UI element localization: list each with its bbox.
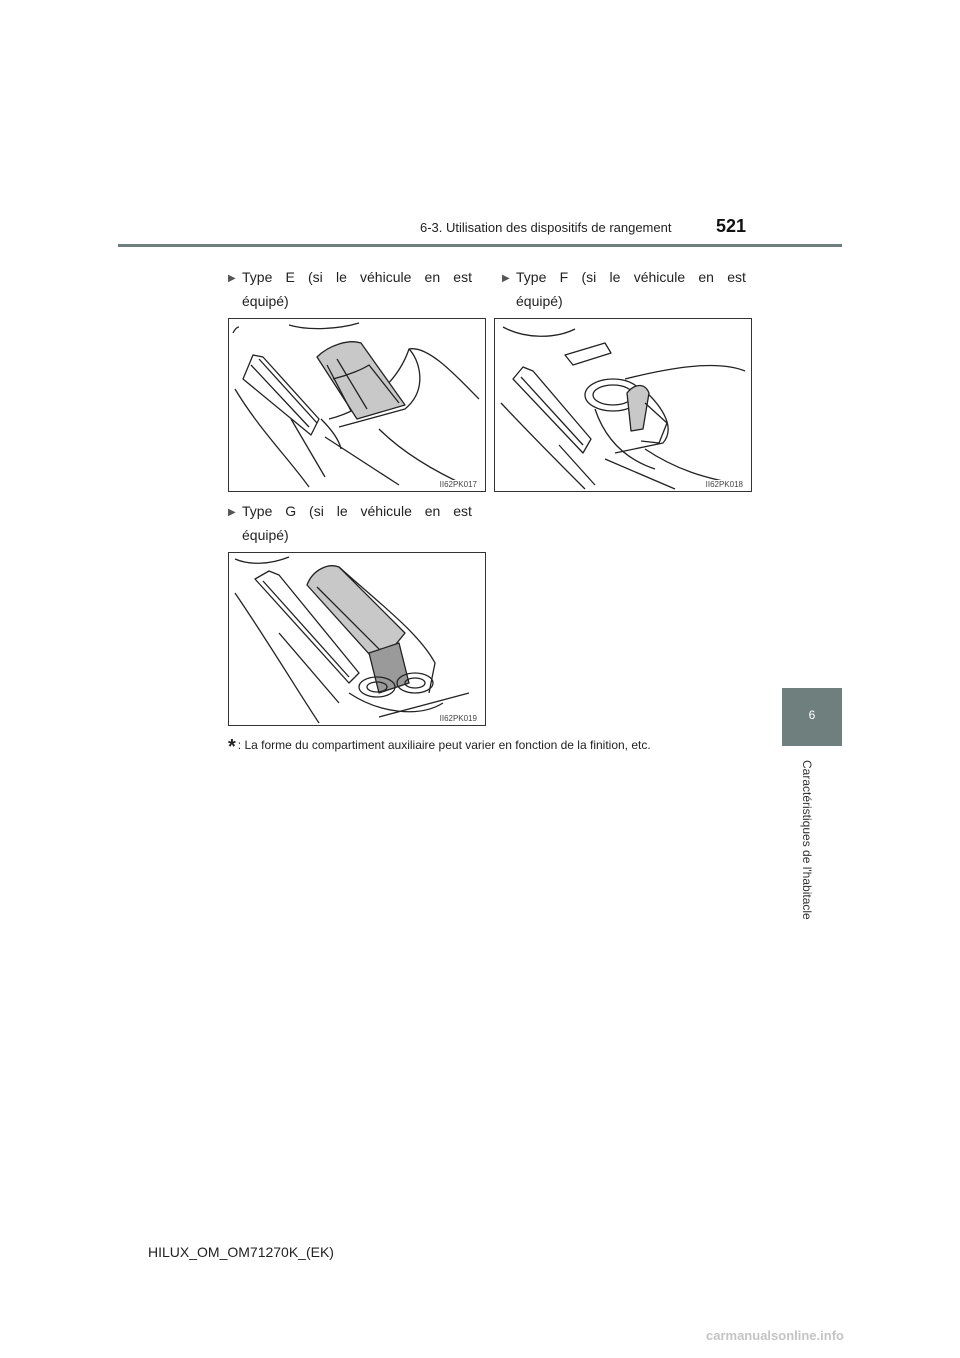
- caption-type-g: [228, 500, 472, 546]
- caption-word: véhicule: [360, 269, 412, 285]
- watermark: carmanualsonline.info: [706, 1328, 844, 1343]
- caption-line2: équipé): [242, 293, 289, 309]
- chapter-number: 6: [808, 708, 816, 722]
- caption-word: Type: [242, 503, 273, 519]
- caption-word: véhicule: [360, 503, 412, 519]
- caption-word: (si: [309, 503, 324, 519]
- triangle-right-icon: ▶: [502, 273, 510, 284]
- console-illustration: [495, 319, 751, 491]
- console-illustration: [229, 319, 485, 491]
- caption-word: est: [453, 269, 472, 285]
- header-divider: [118, 244, 842, 247]
- footnote: [228, 736, 651, 759]
- section-title: 6-3. Utilisation des dispositifs de rangement: [420, 220, 672, 235]
- figure-code: II62PK017: [439, 480, 477, 489]
- caption-word: (si: [308, 269, 323, 285]
- caption-type-f: [502, 266, 746, 312]
- footnote-text: : La forme du compartiment auxiliaire peut varier en fonction de la finition, etc.: [237, 738, 651, 752]
- chapter-tab[interactable]: [782, 688, 842, 746]
- caption-word: G: [285, 503, 297, 519]
- figure-code: II62PK019: [439, 714, 477, 723]
- caption-word: le: [335, 269, 347, 285]
- figure-type-f: [494, 318, 752, 492]
- caption-word: en: [424, 269, 441, 285]
- caption-word: est: [453, 503, 472, 519]
- caption-word: F: [559, 269, 569, 285]
- figure-type-g: [228, 552, 486, 726]
- caption-word: le: [336, 503, 348, 519]
- figure-type-e: [228, 318, 486, 492]
- caption-line2: équipé): [242, 527, 289, 543]
- caption-word: en: [698, 269, 714, 285]
- caption-type-e: [228, 266, 472, 312]
- caption-word: est: [727, 269, 746, 285]
- figure-code: II62PK018: [705, 480, 743, 489]
- triangle-right-icon: ▶: [228, 273, 236, 284]
- document-code: HILUX_OM_OM71270K_(EK): [148, 1244, 334, 1260]
- console-illustration: [229, 553, 485, 725]
- caption-word: Type: [242, 269, 273, 285]
- page-number: 521: [716, 216, 747, 236]
- caption-word: (si: [581, 269, 597, 285]
- caption-word: en: [424, 503, 441, 519]
- chapter-title: Caractéristiques de l'habitacle: [800, 760, 814, 920]
- caption-line2: équipé): [516, 293, 563, 309]
- caption-word: E: [285, 269, 295, 285]
- footnote-marker: *: [228, 736, 236, 758]
- caption-word: le: [609, 269, 621, 285]
- triangle-right-icon: ▶: [228, 507, 236, 518]
- caption-word: véhicule: [633, 269, 686, 285]
- caption-word: Type: [516, 269, 547, 285]
